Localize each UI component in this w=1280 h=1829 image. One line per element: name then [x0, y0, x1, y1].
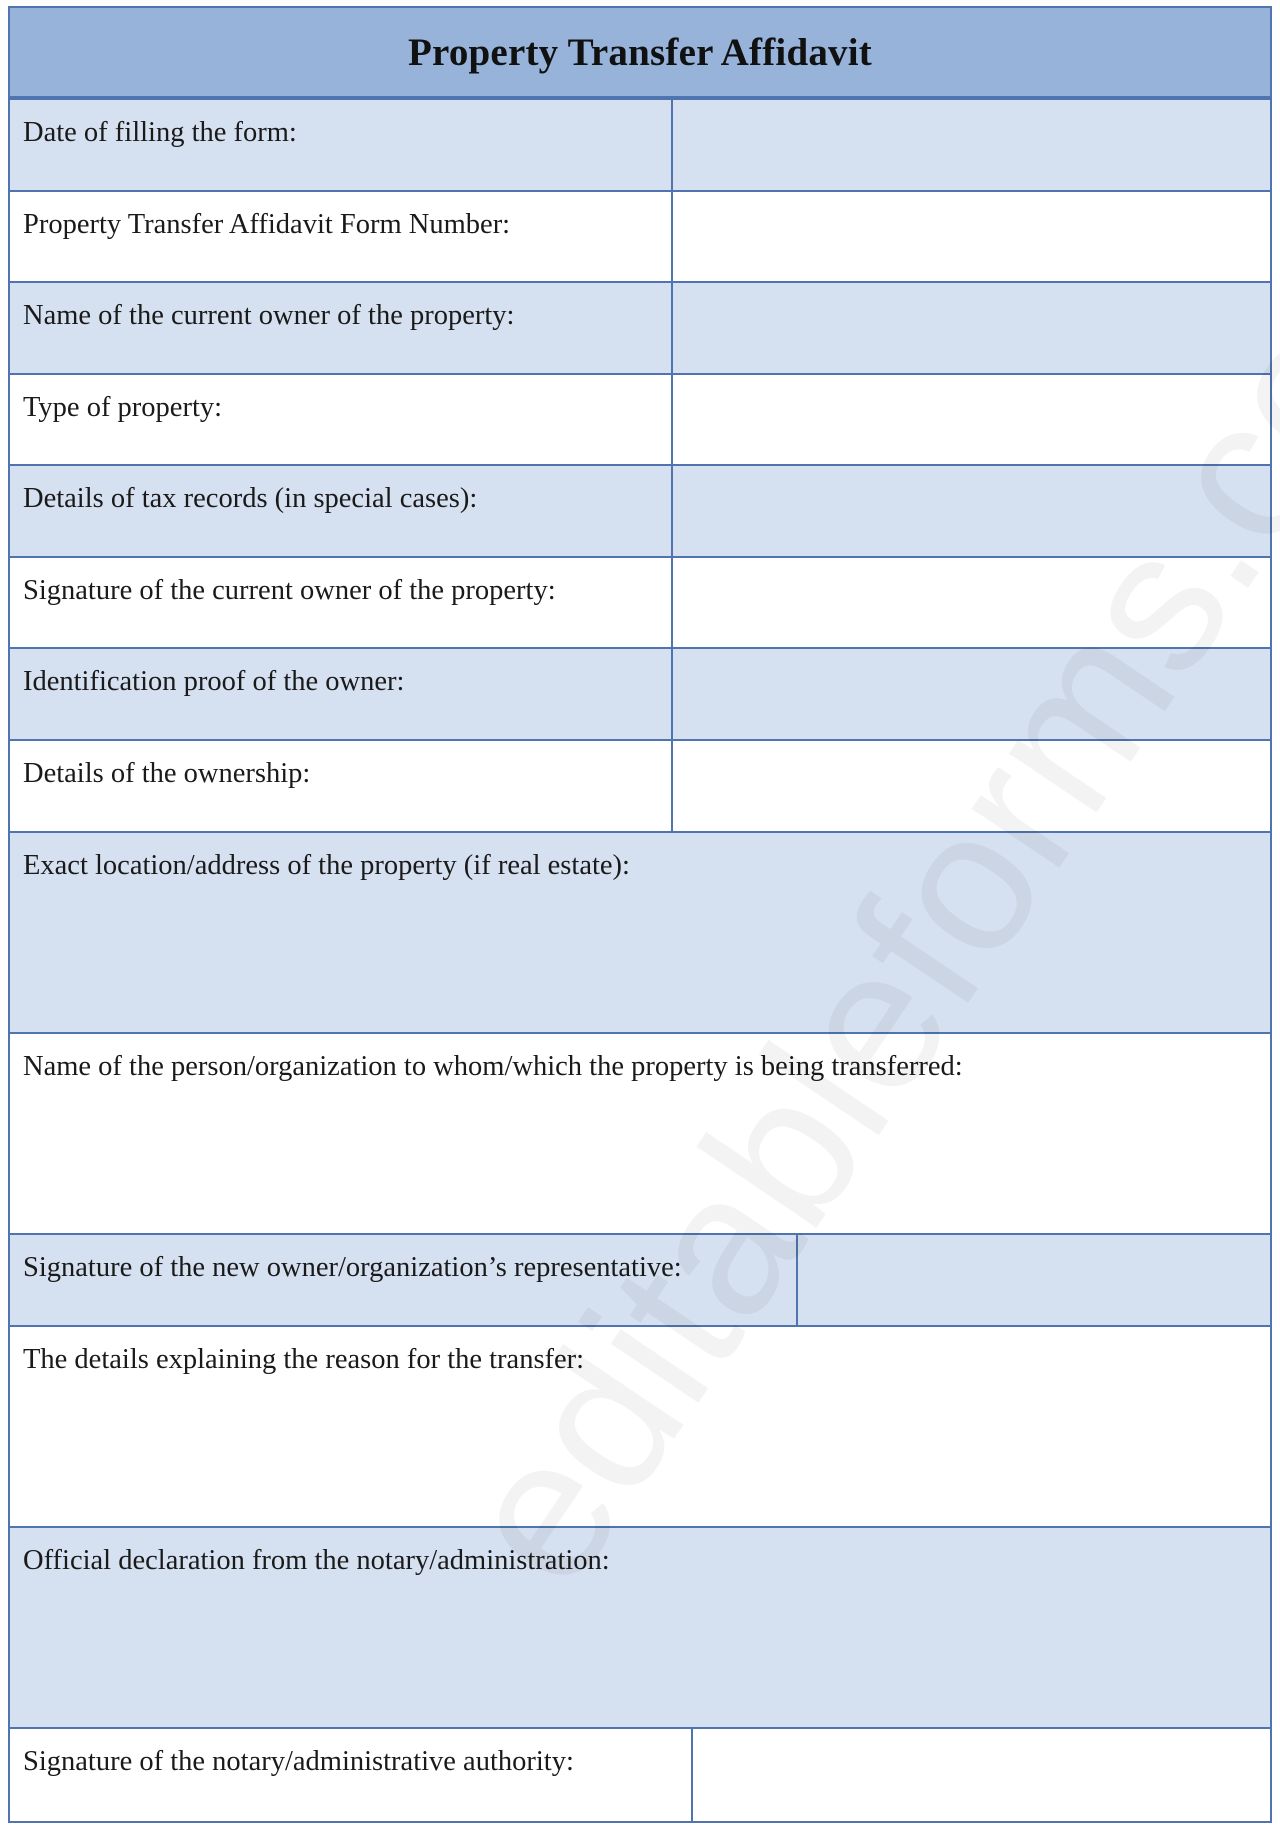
field-label-form-number: Property Transfer Affidavit Form Number: — [23, 209, 511, 240]
field-row-ownership-details — [10, 741, 1270, 833]
field-label-tax-records: Details of tax records (in special cases): — [23, 483, 478, 514]
field-label-transfer-reason: The details explaining the reason for the transfer: — [23, 1344, 585, 1375]
field-row-current-owner — [10, 283, 1270, 375]
field-input-tax-records[interactable] — [671, 466, 1270, 556]
field-row-transferee[interactable] — [10, 1034, 1270, 1235]
form-header — [10, 8, 1270, 100]
field-row-property-location[interactable] — [10, 833, 1270, 1034]
field-label-notary-declaration: Official declaration from the notary/administration: — [23, 1545, 610, 1576]
field-label-property-type: Type of property: — [23, 392, 223, 423]
field-row-transfer-reason[interactable] — [10, 1327, 1270, 1528]
field-input-date[interactable] — [671, 100, 1270, 190]
field-row-new-owner-signature — [10, 1235, 1270, 1327]
form-title: Property Transfer Affidavit — [408, 30, 872, 74]
field-input-owner-signature[interactable] — [671, 558, 1270, 647]
field-label-ownership-details: Details of the ownership: — [23, 758, 311, 789]
field-row-notary-signature — [10, 1729, 1270, 1821]
field-input-owner-id[interactable] — [671, 649, 1270, 739]
field-row-date — [10, 100, 1270, 192]
field-input-ownership-details[interactable] — [671, 741, 1270, 831]
field-row-owner-id — [10, 649, 1270, 741]
field-input-current-owner[interactable] — [671, 283, 1270, 373]
field-input-notary-signature[interactable] — [691, 1729, 1270, 1821]
field-label-current-owner: Name of the current owner of the property: — [23, 300, 515, 331]
field-label-transferee: Name of the person/organization to whom/which the property is being transferred: — [23, 1051, 963, 1082]
affidavit-form — [8, 6, 1272, 1823]
field-label-owner-signature: Signature of the current owner of the property: — [23, 575, 556, 606]
field-row-notary-declaration[interactable] — [10, 1528, 1270, 1729]
field-label-notary-signature: Signature of the notary/administrative authority: — [23, 1746, 574, 1777]
field-input-new-owner-signature[interactable] — [796, 1235, 1270, 1325]
field-label-property-location: Exact location/address of the property (if real estate): — [23, 850, 630, 881]
field-input-property-type[interactable] — [671, 375, 1270, 464]
field-row-owner-signature — [10, 558, 1270, 649]
field-row-tax-records — [10, 466, 1270, 558]
field-label-owner-id: Identification proof of the owner: — [23, 666, 405, 697]
field-label-date: Date of filling the form: — [23, 117, 297, 148]
field-row-form-number — [10, 192, 1270, 283]
field-label-new-owner-signature: Signature of the new owner/organization’s representative: — [23, 1252, 682, 1283]
field-row-property-type — [10, 375, 1270, 466]
field-input-form-number[interactable] — [671, 192, 1270, 281]
